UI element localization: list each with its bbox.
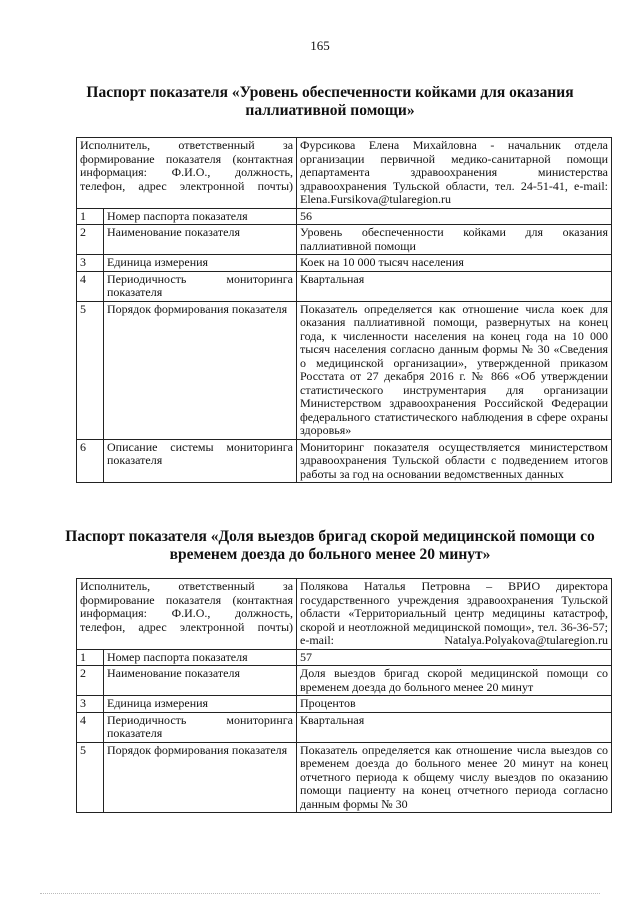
- row-value: Показатель определяется как отношение числа выездов со временем доезда до больного менее 20 минут на конец отчетного периода к общему числу выездов по оказанию помощи пациенту на конец отчетного периода согласно данным формы № 30: [297, 742, 612, 813]
- row-label: Наименование показателя: [104, 666, 297, 696]
- table-row: [77, 666, 612, 696]
- row-number: 5: [77, 742, 104, 813]
- row-label: Единица измерения: [104, 255, 297, 272]
- row-label: Номер паспорта показателя: [104, 208, 297, 225]
- row-label: Номер паспорта показателя: [104, 649, 297, 666]
- row-label: Единица измерения: [104, 696, 297, 713]
- table-row: [77, 712, 612, 742]
- row-label: Наименование показателя: [104, 225, 297, 255]
- row-number: 4: [77, 271, 104, 301]
- row-number: 2: [77, 666, 104, 696]
- row-label: Периодичность мониторинга показателя: [104, 271, 297, 301]
- table-row: [77, 696, 612, 713]
- table-row: [77, 439, 612, 483]
- row-label: Порядок формирования показателя: [104, 301, 297, 439]
- table-row: [77, 271, 612, 301]
- table-row: [77, 742, 612, 813]
- executor-label: Исполнитель, ответственный за формирование показателя (контактная информация: Ф.И.О., должность, телефон, адрес электронной почты): [77, 138, 297, 209]
- passport-title: Паспорт показателя «Уровень обеспеченности койками для оказания паллиативной помощи»: [86, 84, 574, 119]
- row-label: Порядок формирования показателя: [104, 742, 297, 813]
- row-value: Доля выездов бригад скорой медицинской помощи со временем доезда до больного менее 20 минут: [297, 666, 612, 696]
- table-row: [77, 649, 612, 666]
- row-value: Коек на 10 000 тысяч населения: [297, 255, 612, 272]
- row-value: 56: [297, 208, 612, 225]
- row-number: 2: [77, 225, 104, 255]
- row-value: Квартальная: [297, 271, 612, 301]
- executor-label: Исполнитель, ответственный за формирование показателя (контактная информация: Ф.И.О., должность, телефон, адрес электронной почты): [77, 579, 297, 650]
- row-number: 3: [77, 255, 104, 272]
- row-value: Показатель определяется как отношение числа коек для оказания паллиативной помощи, развернутых на конец года, к численности населения на конец года на 10 000 тысяч населения согласно данным формы № 30 «Сведения о медицинской организации», утвержденной приказом Росстата от 27 декабря 2016 г. № 866 «Об утверждении статистического инструментария для организации Министерством здравоохранения Российской Федерации федерального статистического наблюдения в сфере охраны здоровья»: [297, 301, 612, 439]
- row-label: Периодичность мониторинга показателя: [104, 712, 297, 742]
- page-number: 165: [310, 38, 330, 53]
- row-value: Процентов: [297, 696, 612, 713]
- row-label: Описание системы мониторинга показателя: [104, 439, 297, 483]
- row-number: 1: [77, 649, 104, 666]
- scan-edge-divider: [40, 893, 600, 894]
- row-value: Мониторинг показателя осуществляется министерством здравоохранения Тульской области с подведением итогов работы за год на основании ведомственных данных: [297, 439, 612, 483]
- passport-table: [76, 137, 612, 483]
- row-value: Квартальная: [297, 712, 612, 742]
- table-row: [77, 208, 612, 225]
- row-value: 57: [297, 649, 612, 666]
- passport-title: Паспорт показателя «Доля выездов бригад скорой медицинской помощи со временем доезда до больного менее 20 минут»: [65, 528, 595, 563]
- executor-value: Полякова Наталья Петровна – ВРИО директора государственного учреждения здравоохранения Тульской области «Территориальный центр медицины катастроф, скорой и неотложной медицинской помощи», тел. 36-36-57; e-mail: Natalya.Polyakova@tularegion.ru: [297, 579, 612, 650]
- row-number: 3: [77, 696, 104, 713]
- executor-row: [77, 579, 612, 650]
- table-row: [77, 301, 612, 439]
- table-row: [77, 255, 612, 272]
- executor-value: Фурсикова Елена Михайловна - начальник отдела организации первичной медико-санитарной помощи департамента здравоохранения министерства здравоохранения Тульской области, тел. 24-51-41, e-mail: Elena.Fursikova@tularegion.ru: [297, 138, 612, 209]
- row-number: 1: [77, 208, 104, 225]
- row-value: Уровень обеспеченности койками для оказания паллиативной помощи: [297, 225, 612, 255]
- row-number: 5: [77, 301, 104, 439]
- passport-table: [76, 578, 612, 813]
- row-number: 4: [77, 712, 104, 742]
- row-number: 6: [77, 439, 104, 483]
- table-row: [77, 225, 612, 255]
- executor-row: [77, 138, 612, 209]
